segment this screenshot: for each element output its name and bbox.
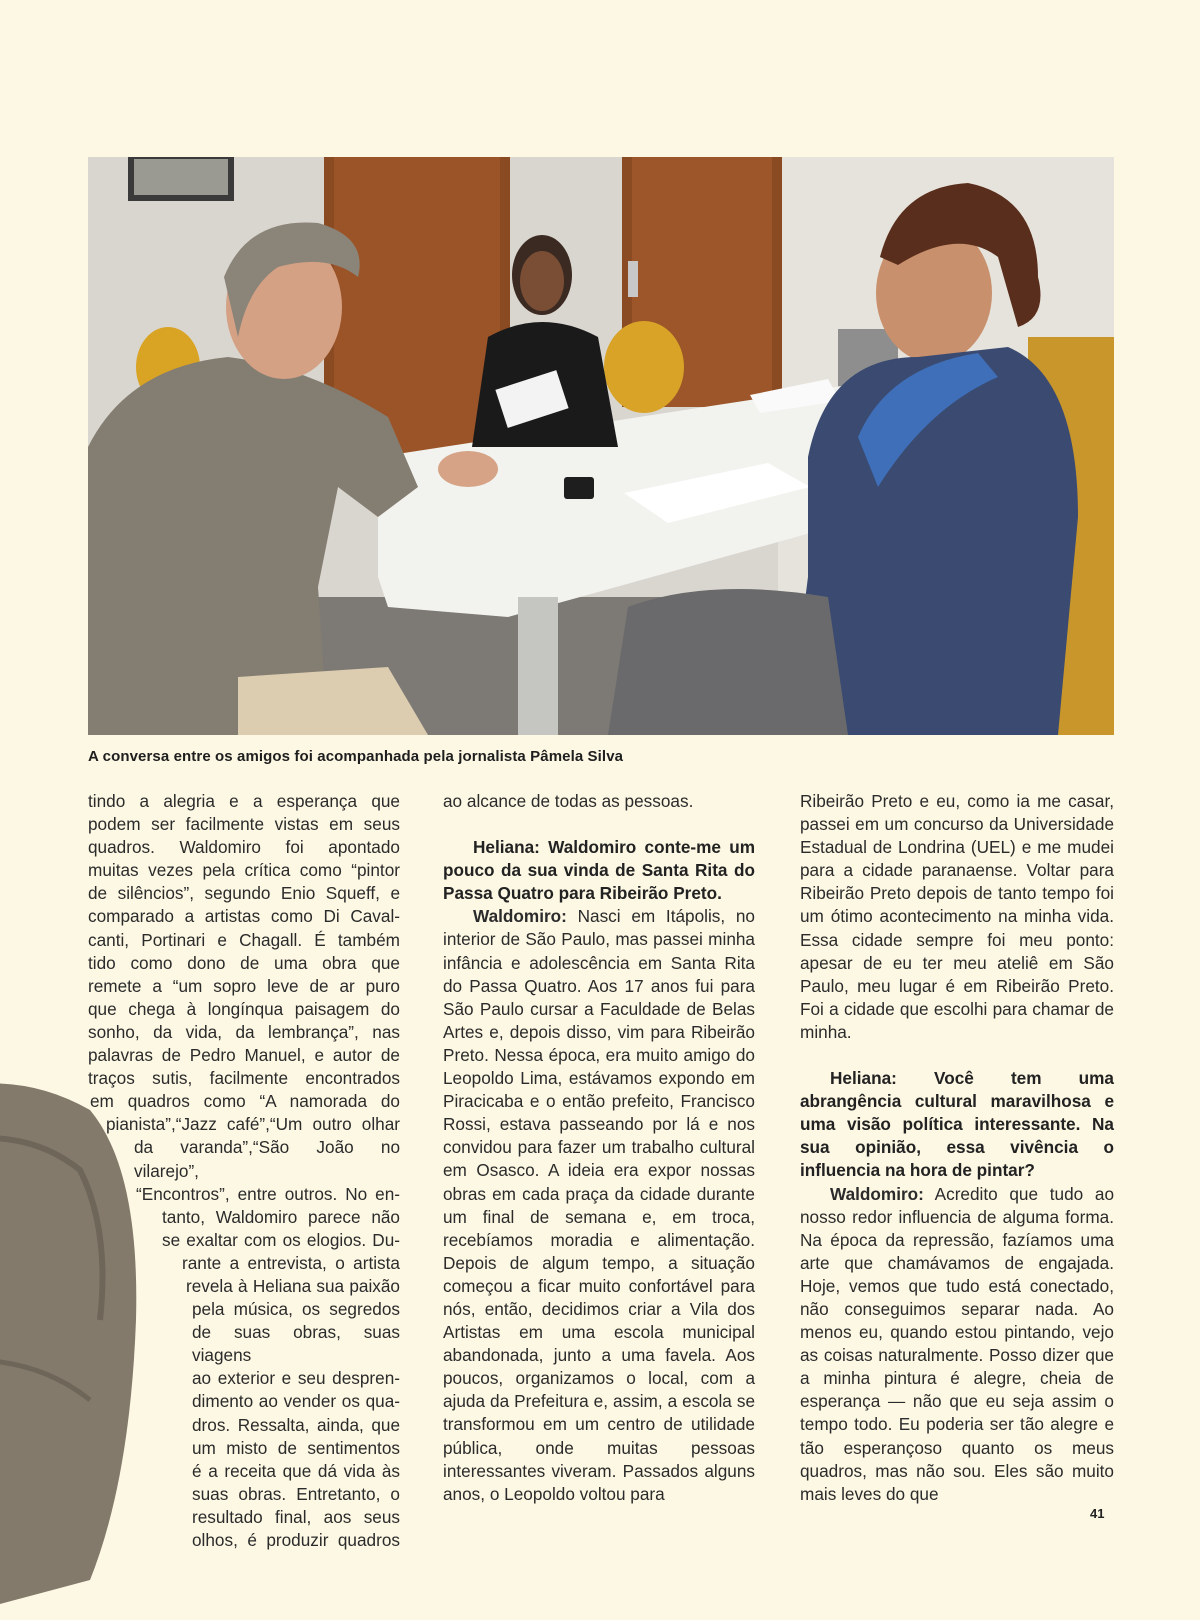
column1-line: que chega à longínqua paisagem do bbox=[88, 998, 400, 1019]
interview-photo-illustration bbox=[88, 157, 1114, 735]
column1-line: tido como dono de uma obra que bbox=[88, 952, 400, 973]
page-number: 41 bbox=[1090, 1506, 1105, 1521]
column1-line: canti, Portinari e Chagall. É também bbox=[88, 929, 400, 950]
column1-line: remete a “um sopro leve de ar puro bbox=[88, 975, 400, 996]
column1-line: “Encontros”, entre outros. No en- bbox=[136, 1183, 400, 1204]
column1-line: pianista”,“Jazz café”,“Um outro olhar bbox=[106, 1114, 400, 1135]
column1-line: traços sutis, facilmente encontrados bbox=[88, 1068, 400, 1089]
interview-photo bbox=[88, 157, 1114, 735]
column3-intro: Ribeirão Preto e eu, como ia me casar, passei em um concurso da Universidade Estadual de Londrina (UEL) e me mudei para a cidade paranaense. Voltar para Ribeirão Preto depois de tanto tempo foi um ótimo acontecimento na minha vida. Essa cidade sempre foi meu ponto: apesar de eu ter meu ateliê em São Paulo, meu lugar é em Ribeirão Preto. Foi a cidade que escolhi para chamar de minha. bbox=[800, 791, 1114, 1042]
column1-line: tanto, Waldomiro parece não bbox=[162, 1206, 400, 1227]
article-column-3 bbox=[800, 790, 1114, 1506]
column1-line: da varanda”,“São João no vilarejo”, bbox=[134, 1137, 400, 1181]
column1-line: podem ser facilmente vistas em seus bbox=[88, 814, 400, 835]
column1-line: se exaltar com os elogios. Du- bbox=[162, 1229, 400, 1250]
column1-line: dimento ao vender os qua- bbox=[192, 1391, 400, 1412]
interview-question-1: Heliana: Waldomiro conte-me um pouco da sua vinda de Santa Rita do Passa Quatro para Ribeirão Preto. bbox=[443, 837, 755, 904]
interview-answer-2 bbox=[800, 1183, 1114, 1506]
column1-line: muitas vezes pela crítica como “pintor bbox=[88, 860, 400, 881]
column1-line: pela música, os segredos bbox=[192, 1299, 400, 1320]
column1-line: olhos, é produzir quadros bbox=[192, 1530, 400, 1550]
column1-line: suas obras. Entretanto, o bbox=[192, 1483, 400, 1504]
column1-line: rante a entrevista, o artista bbox=[182, 1252, 400, 1273]
column1-line: revela à Heliana sua paixão bbox=[186, 1275, 400, 1296]
column1-line: quadros. Waldomiro foi apontado bbox=[88, 837, 400, 858]
column1-line: um misto de sentimentos bbox=[192, 1437, 400, 1458]
answer-text: Nasci em Itápolis, no interior de São Paulo, mas passei minha infância e adolescência em Santa Rita do Passa Quatro. Aos 17 anos fui para São Paulo cursar a Faculdade de Belas Artes e, depois disso, vim para Ribeirão Preto. Nessa época, era muito amigo do Leopoldo Lima, estávamos expondo em Piracicaba e o então prefeito, Francisco Rossi, estava passeando por lá e nos convidou para fazer um trabalho cultural em Osasco. A ideia era expor nossas obras em cada praça da cidade durante um final de semana e, em troca, recebíamos moradia e alimentação. Depois de algum tempo, a situação começou a ficar muito confortável para nós, então, decidimos criar a Vila dos Artistas em uma escola municipal abandonada, junto a uma favela. Aos poucos, organizamos o local, com a ajuda da Prefeitura e, assim, a escola se transformou em um centro de utilidade pública, onde muitas pessoas interessantes viveram. Passados alguns anos, o Leopoldo voltou para bbox=[443, 906, 755, 1504]
answer-speaker: Waldomiro: bbox=[473, 906, 567, 927]
column1-line: ao exterior e seu despren- bbox=[192, 1368, 400, 1389]
column2-intro: ao alcance de todas as pessoas. bbox=[443, 791, 694, 811]
answer-speaker: Waldomiro: bbox=[830, 1183, 924, 1204]
column1-line: é a receita que dá vida às bbox=[192, 1460, 400, 1481]
column1-line: palavras de Pedro Manuel, e autor de bbox=[88, 1045, 400, 1066]
interview-question-2: Heliana: Você tem uma abrangência cultural maravilhosa e uma visão política interessante. Na sua opinião, essa vivência o influencia na hora de pintar? bbox=[800, 1068, 1114, 1181]
photo-caption: A conversa entre os amigos foi acompanhada pela jornalista Pâmela Silva bbox=[88, 748, 624, 765]
answer-text: Acredito que tudo ao nosso redor influencia de alguma forma. Na época da repressão, fazíamos uma arte que chamávamos de engajada. Hoje, vemos que tudo está conectado, não conseguimos separar nada. Ao menos eu, quando estou pintando, vejo as coisas naturalmente. Posso dizer que a minha pintura é alegre, cheia de esperança — não que eu seja assim o tempo todo. Eu poderia ser tão alegre e tão esperançoso quanto os meus quadros, mas não sou. Eles são muito mais leves do que bbox=[800, 1183, 1114, 1504]
column1-line: comparado a artistas como Di Caval- bbox=[88, 906, 400, 927]
column1-line: em quadros como “A namorada do bbox=[90, 1091, 400, 1112]
article-column-2 bbox=[443, 790, 755, 1506]
column1-line: resultado final, aos seus bbox=[192, 1506, 400, 1527]
column1-line: de suas obras, suas viagens bbox=[192, 1322, 400, 1366]
column1-line: de silêncios”, segundo Enio Squeff, e bbox=[88, 883, 400, 904]
article-column-1 bbox=[88, 790, 400, 1552]
interview-answer-1 bbox=[443, 905, 755, 1505]
column1-line: dros. Ressalta, ainda, que bbox=[192, 1414, 400, 1435]
column1-line: tindo a alegria e a esperança que bbox=[88, 791, 400, 811]
column1-line: sonho, da vida, da lembrança”, nas bbox=[88, 1021, 400, 1042]
